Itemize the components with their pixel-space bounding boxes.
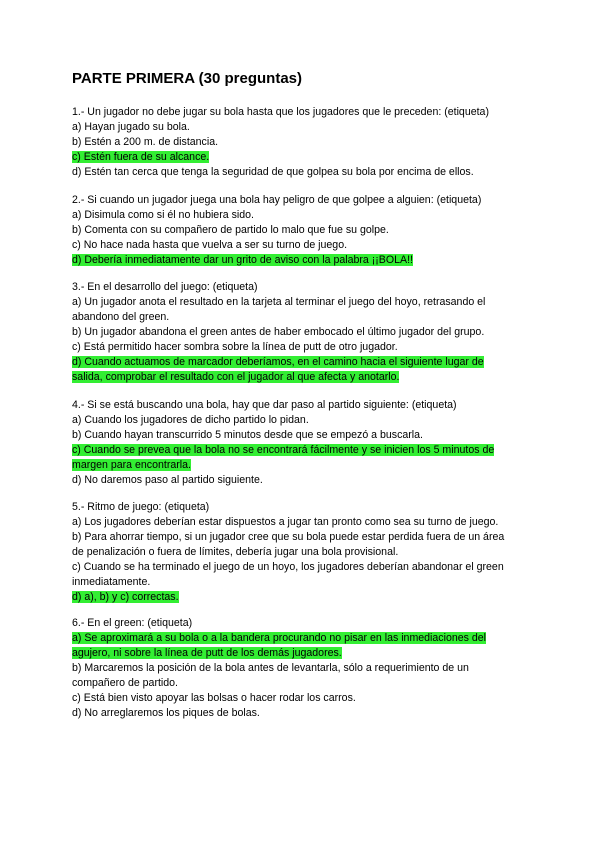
option-c: c) Cuando se ha terminado el juego de un hoyo, los jugadores deberían abandonar el green	[72, 561, 504, 573]
correct-answer-cont: margen para encontrarla.	[72, 459, 191, 471]
option-b: b) Comenta con su compañero de partido lo malo que fue su golpe.	[72, 224, 389, 236]
option-d: d) No daremos paso al partido siguiente.	[72, 474, 263, 486]
correct-answer: a) Se aproximará a su bola o a la bandera procurando no pisar en las inmediaciones del	[72, 632, 486, 644]
section-title: PARTE PRIMERA (30 preguntas)	[72, 70, 303, 87]
option-a: a) Disimula como si él no hubiera sido.	[72, 209, 254, 221]
option-b: b) Cuando hayan transcurrido 5 minutos desde que se empezó a buscarla.	[72, 429, 423, 441]
question-4	[72, 398, 522, 488]
option-a-cont: abandono del green.	[72, 311, 170, 323]
question-text: 1.- Un jugador no debe jugar su bola hasta que los jugadores que le preceden: (etiqueta)	[72, 106, 489, 118]
option-b-cont: de penalización o fuera de límites, debería jugar una bola provisional.	[72, 546, 399, 558]
correct-answer: c) Cuando se prevea que la bola no se encontrará fácilmente y se inicien los 5 minutos de	[72, 444, 495, 456]
option-c-cont: inmediatamente.	[72, 576, 151, 588]
option-c: c) Está permitido hacer sombra sobre la línea de putt de otro jugador.	[72, 341, 398, 353]
correct-answer: c) Estén fuera de su alcance.	[72, 151, 210, 163]
option-d: d) Estén tan cerca que tenga la seguridad de que golpea su bola por encima de ellos.	[72, 166, 474, 178]
option-c: c) Está bien visto apoyar las bolsas o hacer rodar los carros.	[72, 692, 356, 704]
option-b: b) Marcaremos la posición de la bola antes de levantarla, sólo a requerimiento de un	[72, 662, 469, 674]
option-b: b) Un jugador abandona el green antes de haber embocado el último jugador del grupo.	[72, 326, 485, 338]
option-b: b) Estén a 200 m. de distancia.	[72, 136, 219, 148]
question-text: 3.- En el desarrollo del juego: (etiqueta)	[72, 281, 258, 293]
question-2	[72, 193, 522, 268]
correct-answer: d) Cuando actuamos de marcador deberíamos, en el camino hacia el siguiente lugar de	[72, 356, 484, 368]
option-a: a) Cuando los jugadores de dicho partido lo pidan.	[72, 414, 309, 426]
question-text: 6.- En el green: (etiqueta)	[72, 617, 193, 629]
question-text: 5.- Ritmo de juego: (etiqueta)	[72, 501, 210, 513]
question-text: 2.- Si cuando un jugador juega una bola hay peligro de que golpee a alguien: (etiqueta)	[72, 194, 482, 206]
correct-answer-cont: salida, comprobar el resultado con el jugador al que afecta y anotarlo.	[72, 371, 400, 383]
correct-answer-cont: agujero, ni sobre la línea de putt de los demás jugadores.	[72, 647, 342, 659]
option-a: a) Hayan jugado su bola.	[72, 121, 190, 133]
question-text: 4.- Si se está buscando una bola, hay que dar paso al partido siguiente: (etiqueta)	[72, 399, 457, 411]
option-d: d) No arreglaremos los piques de bolas.	[72, 707, 260, 719]
option-a: a) Un jugador anota el resultado en la tarjeta al terminar el juego del hoyo, retrasando el	[72, 296, 486, 308]
option-a: a) Los jugadores deberían estar dispuestos a jugar tan pronto como sea su turno de juego.	[72, 516, 499, 528]
option-b-cont: compañero de partido.	[72, 677, 179, 689]
question-3	[72, 280, 522, 385]
question-5	[72, 500, 522, 605]
question-6	[72, 616, 522, 721]
option-b: b) Para ahorrar tiempo, si un jugador cree que su bola puede estar perdida fuera de un área	[72, 531, 505, 543]
correct-answer: d) a), b) y c) correctas.	[72, 591, 179, 603]
question-1	[72, 105, 522, 180]
option-c: c) No hace nada hasta que vuelva a ser su turno de juego.	[72, 239, 348, 251]
correct-answer: d) Debería inmediatamente dar un grito de aviso con la palabra ¡¡BOLA!!	[72, 254, 413, 266]
